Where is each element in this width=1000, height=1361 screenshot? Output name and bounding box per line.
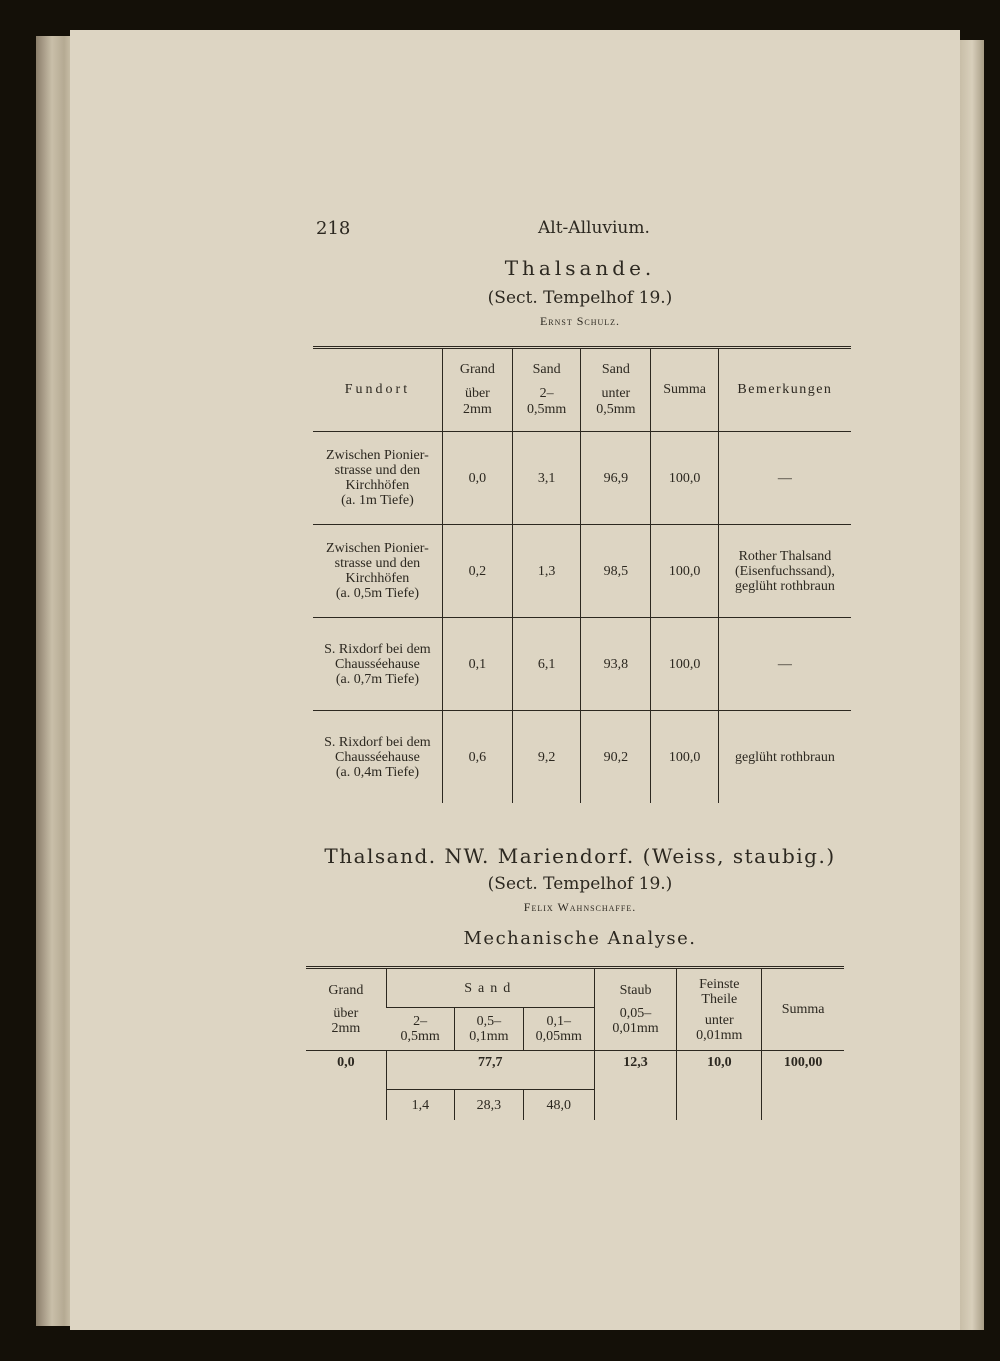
- bemerkung-line: —: [777, 656, 792, 672]
- header-fundort: Fundort: [313, 348, 442, 432]
- header-bemerkungen: Bemerkungen: [718, 348, 851, 432]
- fundort-line: (a. 0,4m Tiefe): [335, 764, 420, 780]
- header-feinste-theile: [677, 968, 762, 1051]
- cell-sand1: 6,1: [512, 618, 580, 711]
- fundort-line: Chausséehause: [335, 656, 420, 672]
- header-staub-sub: 0,05–: [619, 1006, 652, 1021]
- cell-grand: 0,6: [442, 711, 512, 804]
- cell-bemerkungen: [718, 432, 851, 525]
- header-grand: [442, 348, 512, 432]
- cell-grand: 0,2: [442, 525, 512, 618]
- cell-sand2: 96,9: [581, 432, 651, 525]
- table-header-row: [313, 348, 851, 432]
- cell-fundort: [313, 432, 442, 525]
- section-title: Thalsande.: [504, 256, 656, 280]
- header-sand2-label: Sand: [601, 362, 630, 377]
- cell-fundort: [313, 618, 442, 711]
- bemerkung-line: —: [777, 470, 792, 486]
- cell-summa: 100,0: [651, 618, 718, 711]
- fundort-line: (a. 1m Tiefe): [341, 493, 414, 508]
- cell-summa: 100,0: [651, 432, 718, 525]
- fundort-line: Zwischen Pionier-: [326, 448, 429, 463]
- table-row: [306, 1051, 844, 1090]
- cell-grand: 0,0: [442, 432, 512, 525]
- bemerkung-line: (Eisenfuchssand),: [734, 563, 835, 579]
- fundort-line: S. Rixdorf bei dem: [324, 734, 431, 750]
- section2-title: Thalsand. NW. Mariendorf. (Weiss, staubig.): [324, 844, 836, 868]
- cell-bemerkungen: [718, 618, 851, 711]
- bemerkung-line: Rother Thalsand: [738, 548, 832, 564]
- cell-bemerkungen: [718, 711, 851, 804]
- header-summa: Summa: [651, 348, 718, 432]
- header-sand: Sand: [386, 968, 594, 1008]
- cell-sand1: 3,1: [512, 432, 580, 525]
- cell-grand: 0,1: [442, 618, 512, 711]
- header-grand-sub: über: [464, 386, 490, 401]
- cell-sand-c: 48,0: [523, 1090, 594, 1121]
- cell-summa: 100,0: [651, 525, 718, 618]
- header-sand1-unit: 0,5mm: [526, 402, 567, 417]
- header-grand-unit: 2mm: [463, 402, 492, 417]
- fundort-line: strasse und den: [334, 463, 421, 478]
- header-sand-a: 2–: [413, 1014, 428, 1029]
- header-sand-medium: [455, 1008, 524, 1051]
- fundort-line: (a. 0,7m Tiefe): [335, 671, 420, 687]
- header-theile-label: Theile: [701, 991, 738, 1007]
- facing-page-edge: [960, 40, 984, 1330]
- header-sand2-sub: unter: [601, 386, 631, 401]
- fundort-line: Kirchhöfen: [345, 571, 410, 586]
- cell-sand2: 90,2: [581, 711, 651, 804]
- header-grand-sub: über: [333, 1006, 359, 1021]
- header-grand-label: Grand: [328, 983, 364, 998]
- header-grand: [306, 968, 386, 1051]
- section-subtitle: (Sect. Tempelhof 19.): [487, 288, 673, 308]
- header-staub-unit: 0,01mm: [612, 1021, 659, 1036]
- header-grand-label: Grand: [459, 362, 495, 377]
- header-sand-b-unit: 0,1mm: [469, 1029, 509, 1044]
- section2-author: Felix Wahnschaffe.: [523, 900, 637, 914]
- header-feinste-sub: unter: [704, 1012, 734, 1028]
- cell-sand-b: 28,3: [455, 1090, 524, 1121]
- running-head: Alt-Alluvium.: [538, 218, 650, 238]
- header-grand-unit: 2mm: [331, 1021, 361, 1036]
- table-row: [313, 618, 851, 711]
- cell-sand-total: 77,7: [386, 1051, 594, 1090]
- table-row: [313, 432, 851, 525]
- cell-sand1: 9,2: [512, 711, 580, 804]
- header-sand-c: 0,1–: [546, 1014, 571, 1029]
- header-sand1-sub: 2–: [539, 386, 554, 401]
- header-sand-coarse: [386, 1008, 454, 1051]
- fundort-line: Chausséehause: [335, 749, 420, 765]
- bemerkung-line: geglüht rothbraun: [734, 578, 835, 594]
- cell-sand-a: 1,4: [386, 1090, 454, 1121]
- cell-feinste: 10,0: [677, 1051, 762, 1121]
- fundort-line: (a. 0,5m Tiefe): [335, 586, 420, 601]
- header-sand-c-unit: 0,05mm: [535, 1029, 582, 1044]
- fundort-line: Kirchhöfen: [345, 478, 410, 493]
- bemerkung-line: geglüht rothbraun: [734, 749, 835, 765]
- header-sand-a-unit: 0,5mm: [400, 1029, 440, 1044]
- table-header-row: [306, 968, 844, 1008]
- header-sand-coarse: [512, 348, 580, 432]
- mechanical-analysis-table: [306, 966, 844, 1120]
- header-staub: [594, 968, 677, 1051]
- author-name: Ernst Schulz.: [539, 314, 621, 328]
- header-feinste-unit: 0,01mm: [696, 1027, 743, 1043]
- cell-summa: 100,0: [651, 711, 718, 804]
- table-row: [313, 525, 851, 618]
- cell-sand1: 1,3: [512, 525, 580, 618]
- cell-fundort: [313, 525, 442, 618]
- fundort-line: Zwischen Pionier-: [326, 541, 429, 556]
- cell-staub: 12,3: [594, 1051, 677, 1121]
- header-sand-b: 0,5–: [476, 1014, 502, 1029]
- cell-sand2: 93,8: [581, 618, 651, 711]
- cell-grand: 0,0: [337, 1055, 355, 1070]
- header-sand-fine: [581, 348, 651, 432]
- analysis-title: Mechanische Analyse.: [463, 928, 697, 949]
- grain-size-table: [313, 346, 851, 803]
- fundort-line: strasse und den: [334, 556, 421, 571]
- header-feinste-label: Feinste: [699, 976, 740, 992]
- cell-fundort: [313, 711, 442, 804]
- cell-bemerkungen: [718, 525, 851, 618]
- page-number: 218: [316, 218, 351, 239]
- header-summa: Summa: [762, 968, 844, 1051]
- section2-subtitle: (Sect. Tempelhof 19.): [487, 874, 673, 894]
- cell-sand2: 98,5: [581, 525, 651, 618]
- fundort-line: S. Rixdorf bei dem: [324, 641, 431, 657]
- header-sand-fine: [523, 1008, 594, 1051]
- header-sand1-label: Sand: [532, 362, 561, 377]
- table-row: [313, 711, 851, 804]
- header-sand2-unit: 0,5mm: [596, 402, 636, 417]
- cell-summa: 100,00: [762, 1051, 844, 1121]
- header-staub-label: Staub: [619, 983, 652, 998]
